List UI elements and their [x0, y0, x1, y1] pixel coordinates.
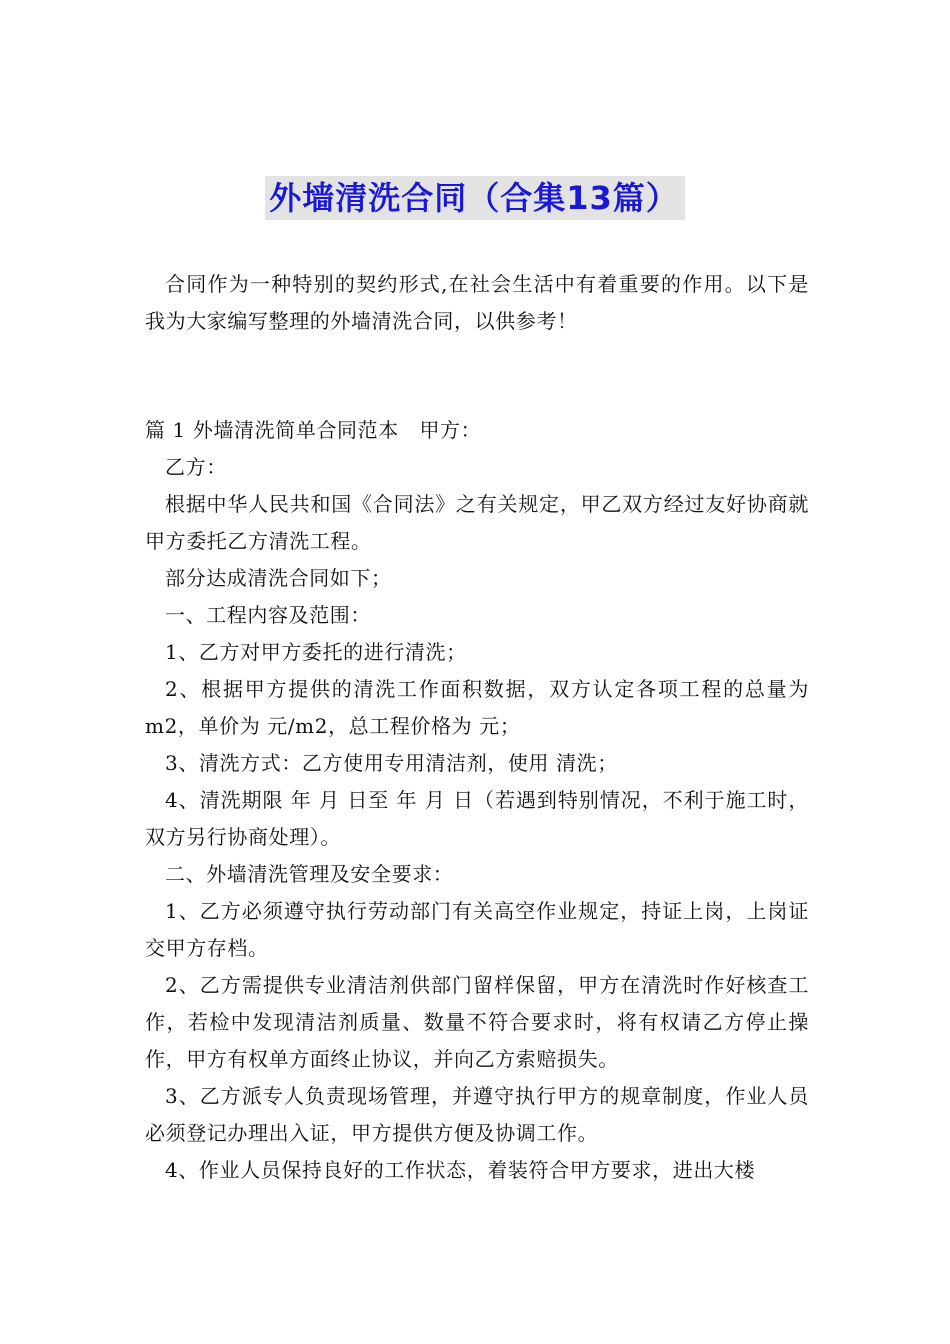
- clause-item: 1、乙方对甲方委托的进行清洗；: [165, 640, 467, 664]
- clause-item: 2、乙方需提供专业清洁剂供部门留样保留，甲方在清洗时作好核查工作，若检中发现清洁剂质量、数量不符合要求时，将有权请乙方停止操作，甲方有权单方面终止协议，并向乙方索赔损失。: [145, 973, 809, 1071]
- body-paragraph: 根据中华人民共和国《合同法》之有关规定，甲乙双方经过友好协商就甲方委托乙方清洗工程。: [145, 492, 809, 553]
- clause-item: 2、根据甲方提供的清洗工作面积数据，双方认定各项工程的总量为 m2，单价为 元/m2，总工程价格为 元；: [145, 677, 809, 738]
- intro-section: [145, 266, 809, 340]
- clause-item: 1、乙方必须遵守执行劳动部门有关高空作业规定，持证上岗，上岗证交甲方存档。: [145, 899, 809, 960]
- clause-item: 3、乙方派专人负责现场管理，并遵守执行甲方的规章制度，作业人员必须登记办理出入证，甲方提供方便及协调工作。: [145, 1084, 809, 1145]
- clause-item: 4、作业人员保持良好的工作状态，着装符合甲方要求，进出大楼: [165, 1158, 756, 1182]
- clause-item: 3、清洗方式：乙方使用专用清洁剂，使用 清洗；: [165, 751, 618, 775]
- document-title: 外墙清洗合同（合集13篇）: [265, 176, 685, 220]
- section-heading: 篇 1 外墙清洗简单合同范本 甲方：: [145, 418, 482, 442]
- party-b-line: 乙方：: [165, 455, 227, 479]
- body-paragraph: 部分达成清洗合同如下；: [165, 566, 392, 590]
- intro-paragraph: 合同作为一种特别的契约形式,在社会生活中有着重要的作用。以下是我为大家编写整理的外墙清洗合同，以供参考！: [145, 272, 809, 333]
- clause-item: 4、清洗期限 年 月 日至 年 月 日（若遇到特别情况，不利于施工时，双方另行协商处理）。: [145, 788, 809, 849]
- title-container: [0, 176, 950, 220]
- clause-heading: 一、工程内容及范围：: [165, 603, 371, 627]
- clause-heading: 二、外墙清洗管理及安全要求：: [165, 862, 454, 886]
- contract-body: [145, 412, 809, 1189]
